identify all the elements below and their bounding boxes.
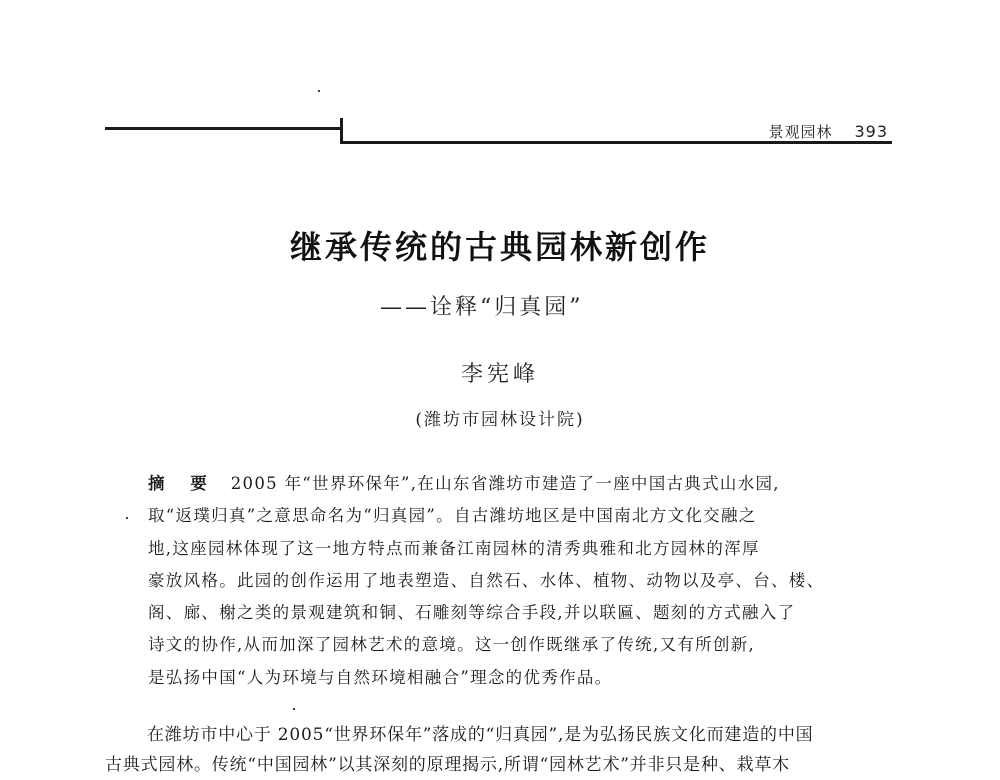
abstract-line	[148, 468, 860, 500]
body-text	[105, 720, 895, 780]
abstract-line: 是弘扬中国“人为环境与自然环境相融合”理念的优秀作品。	[148, 667, 613, 687]
article-title: 继承传统的古典园林新创作	[289, 228, 710, 266]
abstract-line: 地,这座园林体现了这一地方特点而兼备江南园林的清秀典雅和北方园林的浑厚	[148, 538, 760, 558]
abstract-line: 豪放风格。此园的创作运用了地表塑造、自然石、水体、植物、动物以及亭、台、楼、	[148, 570, 825, 590]
header-rule-left	[105, 127, 341, 130]
running-head-section: 景观园林	[768, 123, 833, 141]
scan-speck	[318, 90, 320, 92]
abstract-line: 阁、廊、榭之类的景观建筑和铜、石雕刻等综合手段,并以联匾、题刻的方式融入了	[148, 603, 796, 623]
running-head	[768, 121, 888, 142]
article-subtitle: ——诠释“归真园”	[380, 295, 584, 320]
author-affiliation: (潍坊市园林设计院)	[415, 410, 585, 430]
body-line: 在潍坊市中心于 2005“世界环保年”落成的“归真园”,是为弘扬民族文化而建造的中国	[147, 725, 814, 745]
scan-speck	[126, 517, 128, 519]
abstract-line-text: 2005 年“世界环保年”,在山东省潍坊市建造了一座中国古典式山水园,	[230, 474, 780, 493]
author-name: 李宪峰	[460, 362, 539, 387]
abstract-line: 诗文的协作,从而加深了园林艺术的意境。这一创作既继承了传统,又有所创新,	[148, 635, 756, 655]
body-line: 古典式园林。传统“中国园林”以其深刻的原理揭示,所谓“园林艺术”并非只是种、栽草木	[105, 755, 790, 775]
abstract-line: 取“返璞归真”之意思命名为“归真园”。自古潍坊地区是中国南北方文化交融之	[148, 506, 757, 526]
scan-speck	[293, 708, 295, 710]
abstract	[148, 468, 860, 694]
page-number: 393	[854, 122, 888, 141]
abstract-label: 摘 要	[148, 474, 217, 493]
